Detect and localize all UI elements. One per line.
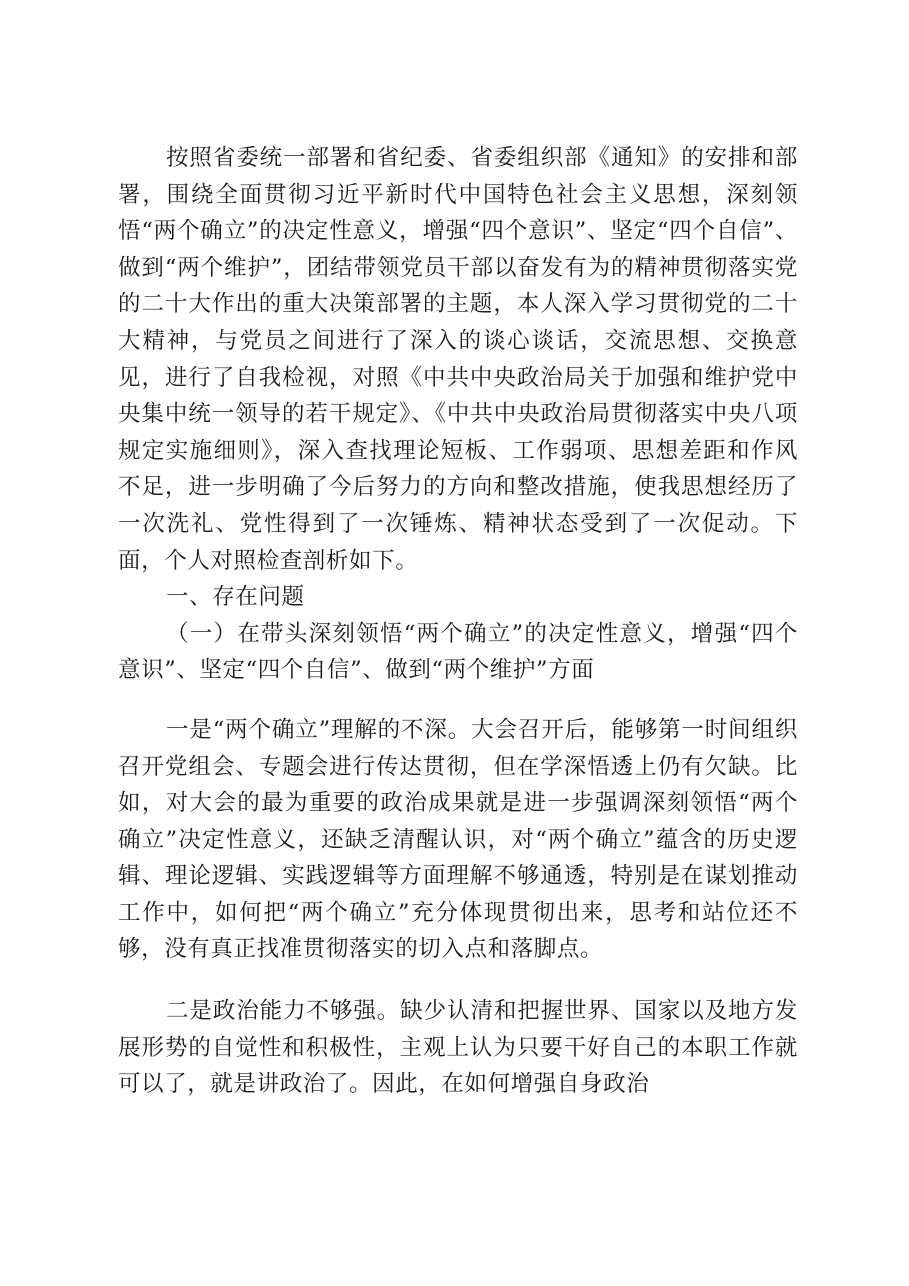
subsection-heading: （一）在带头深刻领悟“两个确立”的决定性意义，增强“四个意识”、坚定“四个自信”、做到“两个维护”方面	[118, 620, 798, 684]
intro-paragraph: 按照省委统一部署和省纪委、省委组织部《通知》的安排和部署，围绕全面贯彻习近平新时代中国特色社会主义思想，深刻领悟“两个确立”的决定性意义，增强“四个意识”、坚定“四个自信”、做到“两个维护”，团结带领党员干部以奋发有为的精神贯彻落实党的二十大作出的重大决策部署的主题，本人深入学习贯彻党的二十大精神，与党员之间进行了深入的谈心谈话，交流思想、交换意见，进行了自我检视，对照《中共中央政治局关于加强和维护党中央集中统一领导的若干规定》、《中共中央政治局贯彻落实中央八项规定实施细则》，深入查找理论短板、工作弱项、思想差距和作风不足，进一步明确了今后努力的方向和整改措施，使我思想经历了一次洗礼、党性得到了一次锤炼、精神状态受到了一次促动。下面，个人对照检查剖析如下。	[118, 145, 798, 574]
point-one-paragraph: 一是“两个确立”理解的不深。大会召开后，能够第一时间组织召开党组会、专题会进行传达贯彻，但在学深悟透上仍有欠缺。比如，对大会的最为重要的政治成果就是进一步强调深刻领悟“两个确立”决定性意义，还缺乏清醒认识，对“两个确立”蕴含的历史逻辑、理论逻辑、实践逻辑等方面理解不够通透，特别是在谋划推动工作中，如何把“两个确立”充分体现贯彻出来，思考和站位还不够，没有真正找准贯彻落实的切入点和落脚点。	[118, 716, 798, 963]
document-body	[118, 140, 798, 1103]
point-two-paragraph: 二是政治能力不够强。缺少认清和把握世界、国家以及地方发展形势的自觉性和积极性，主观上认为只要干好自己的本职工作就可以了，就是讲政治了。因此，在如何增强自身政治	[118, 998, 798, 1098]
section-heading: 一、存在问题	[166, 584, 305, 611]
